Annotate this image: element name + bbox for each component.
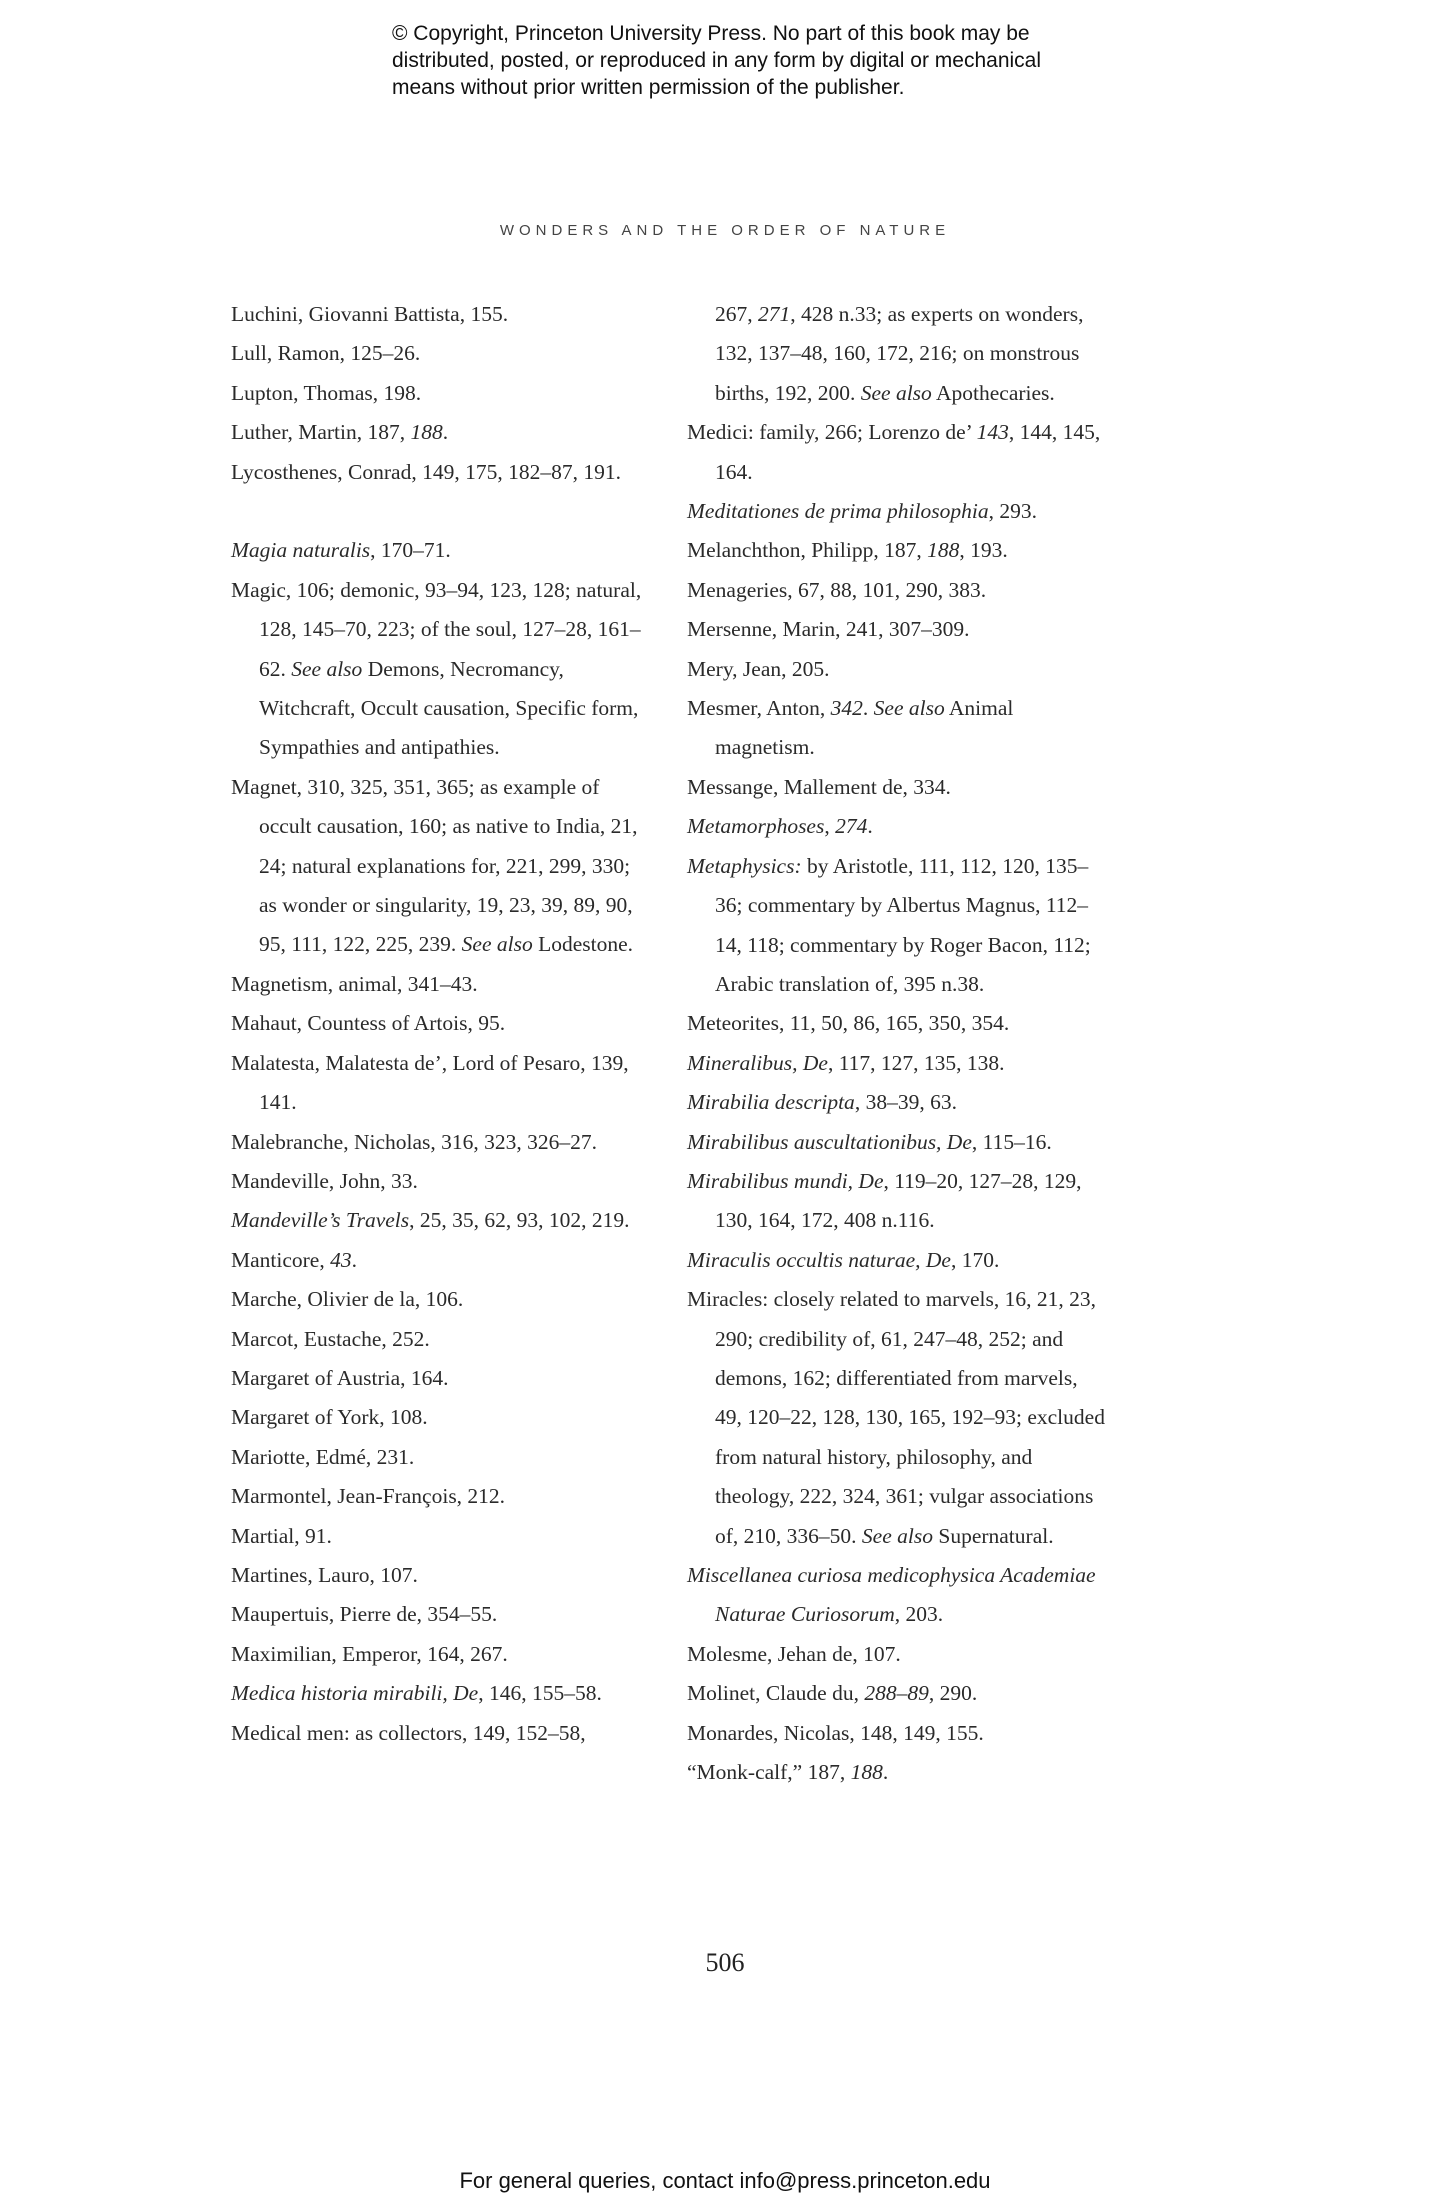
index-entry: Mahaut, Countess of Artois, 95. [231,1011,506,1036]
index-entry: Luther, Martin, 187, 188. [231,420,449,445]
index-entry: Mirabilibus auscultationibus, De, 115–16. [687,1129,1052,1154]
index-entry: Messange, Mallement de, 334. [687,774,951,799]
index-entry: Mirabilia descripta, 38–39, 63. [687,1090,957,1115]
index-entry: Meditationes de prima philosophia, 293. [687,499,1037,524]
index-entry: Marche, Olivier de la, 106. [231,1287,464,1312]
index-entry: Mandeville’s Travels, 25, 35, 62, 93, 102, 219. [231,1208,630,1233]
copyright-notice [392,20,1152,101]
index-entry: Martines, Lauro, 107. [231,1562,418,1587]
index-entry: Malebranche, Nicholas, 316, 323, 326–27. [231,1129,598,1154]
index-entry: Marmontel, Jean-François, 212. [231,1484,506,1509]
index-entry: Medica historia mirabili, De, 146, 155–58. [231,1681,602,1706]
index-entry: Medical men: as collectors, 149, 152–58, [231,1720,586,1745]
index-entry: Molinet, Claude du, 288–89, 290. [687,1681,978,1706]
index-entry: Monardes, Nicolas, 148, 149, 155. [687,1720,984,1745]
index-entry: Maupertuis, Pierre de, 354–55. [231,1602,498,1627]
index-entry: Miracles: closely related to marvels, 16, 21, 23, 290; credibility of, 61, 247–48, 252; and demons, 162; differentiated from marvels, 49, 120–22, 128, 130, 165, 192–93; excluded from natural history, philosophy, and theology, 222, 324, 361; vulgar associations of, 210, 336–50. See also Supernatural. [687,1287,1105,1548]
index-entry: Menageries, 67, 88, 101, 290, 383. [687,577,987,602]
index-entry: Margaret of Austria, 164. [231,1365,449,1390]
index-entry: Magia naturalis, 170–71. [231,538,451,563]
index-entry: Miscellanea curiosa medicophysica Academiae Naturae Curiosorum, 203. [687,1563,1096,1627]
index-entry: Lupton, Thomas, 198. [231,380,422,405]
index-entry: Manticore, 43. [231,1247,357,1272]
copyright-line-3: means without prior written permission of the publisher. [392,76,905,99]
index-entry: Malatesta, Malatesta de’, Lord of Pesaro, 139, 141. [231,1050,629,1115]
index-entry: Miraculis occultis naturae, De, 170. [687,1247,1000,1272]
index-entry: Mersenne, Marin, 241, 307–309. [687,617,970,642]
index-entry: Margaret of York, 108. [231,1405,428,1430]
index-column-right [687,295,1107,1792]
index-entry: Magic, 106; demonic, 93–94, 123, 128; natural, 128, 145–70, 223; of the soul, 127–28, 161–62. See also Demons, Necromancy, Witchcraft, Occult causation, Specific form, Sympathies and antipathies. [231,577,642,760]
index-entry: Mineralibus, De, 117, 127, 135, 138. [687,1050,1005,1075]
index-entry: Luchini, Giovanni Battista, 155. [231,302,509,326]
copyright-line-1: © Copyright, Princeton University Press. No part of this book may be [392,22,1030,45]
index-entry: Metamorphoses, 274. [687,814,873,839]
index-entry: Lycosthenes, Conrad, 149, 175, 182–87, 191. [231,459,621,484]
index-entry: Mandeville, John, 33. [231,1168,418,1193]
index-entry: Maximilian, Emperor, 164, 267. [231,1641,508,1666]
index-entry: Magnetism, animal, 341–43. [231,971,478,996]
index-entry: Metaphysics: by Aristotle, 111, 112, 120, 135–36; commentary by Albertus Magnus, 112–14, 118; commentary by Roger Bacon, 112; Arabic translation of, 395 n.38. [687,853,1091,996]
copyright-line-2: distributed, posted, or reproduced in any form by digital or mechanical [392,49,1042,72]
index-entry: Mesmer, Anton, 342. See also Animal magnetism. [687,696,1014,760]
index-entry: Medici: family, 266; Lorenzo de’ 143, 144, 145, 164. [687,420,1101,484]
index-entry: Melanchthon, Philipp, 187, 188, 193. [687,538,1008,563]
index-entry: Mirabilibus mundi, De, 119–20, 127–28, 129, 130, 164, 172, 408 n.116. [687,1168,1082,1233]
index-entry: Molesme, Jehan de, 107. [687,1641,901,1666]
running-head: WONDERS AND THE ORDER OF NATURE [499,222,951,239]
index-entry: Mery, Jean, 205. [687,656,830,681]
index-entry: 267, 271, 428 n.33; as experts on wonders, 132, 137–48, 160, 172, 216; on monstrous births, 192, 200. See also Apothecaries. [715,302,1084,405]
index-entry: “Monk-calf,” 187, 188. [687,1760,889,1785]
index-entry: Marcot, Eustache, 252. [231,1326,430,1351]
index-entry: Martial, 91. [231,1523,332,1548]
index-entry: Meteorites, 11, 50, 86, 165, 350, 354. [687,1011,1010,1036]
index-entry: Magnet, 310, 325, 351, 365; as example of occult causation, 160; as native to India, 21, 24; natural explanations for, 221, 299, 330; as wonder or singularity, 19, 23, 39, 89, 90, 95, 111, 122, 225, 239. See also Lodestone. [231,774,638,957]
page-number: 506 [705,1948,745,1977]
index-entry: Mariotte, Edmé, 231. [231,1444,415,1469]
index-entry: Lull, Ramon, 125–26. [231,341,421,366]
index-column-left [231,295,651,1753]
footer-contact: For general queries, contact info@press.princeton.edu [459,2168,991,2193]
